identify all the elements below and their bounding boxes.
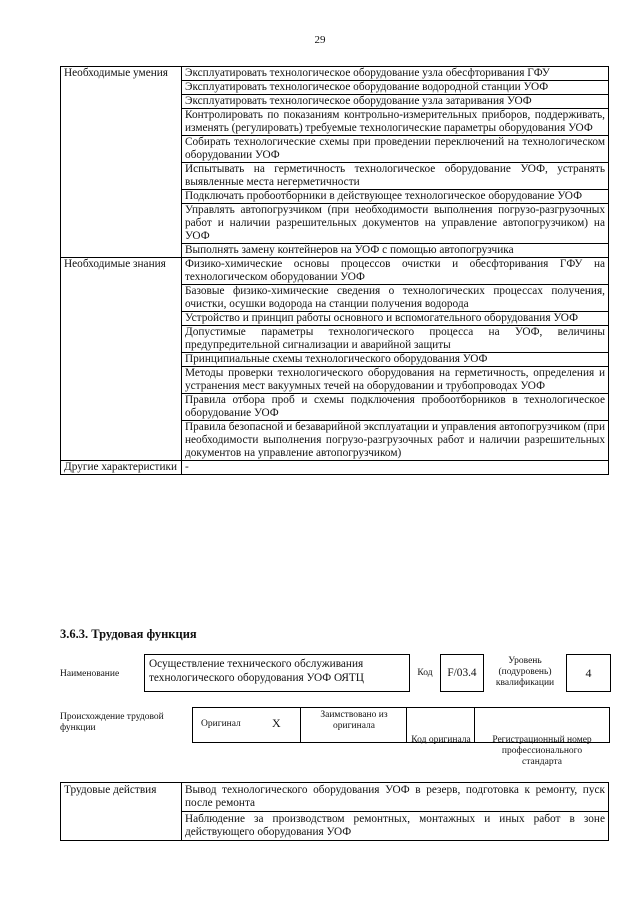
original-label: Оригинал [201, 719, 241, 729]
skills-item-4: Контролировать по показаниям контрольно-измерительных приборов, поддерживать, изменять (регулировать) требуемые технологические параметры оборудования УОФ [182, 109, 609, 136]
origin-code-label: Код оригинала [411, 735, 471, 745]
actions-table [60, 782, 609, 841]
name-value: Осуществление технического обслуживания технологического оборудования УОФ ОЯТЦ [149, 658, 364, 684]
name-box [144, 654, 410, 692]
skills-item-3: Эксплуатировать технологическое оборудование узла затаривания УОФ [182, 95, 609, 109]
knowledge-item-3: Устройство и принцип работы основного и вспомогательного оборудования УОФ [182, 312, 609, 326]
skills-item-9: Выполнять замену контейнеров на УОФ с помощью автопогрузчика [182, 244, 609, 258]
skills-item-2: Эксплуатировать технологическое оборудование водородной станции УОФ [182, 81, 609, 95]
origin-label: Происхождение трудовой функции [60, 712, 164, 733]
knowledge-item-6: Методы проверки технологического оборудования на герметичность, определения и устранения мест вакуумных течей на оборудовании и трубопроводах УОФ [182, 367, 609, 394]
skills-item-1: Эксплуатировать технологическое оборудование узла обесфторивания ГФУ [182, 67, 609, 81]
code-label: Код [417, 668, 433, 678]
actions-item-2: Наблюдение за производством ремонтных, монтажных и иных работ в зоне действующего оборудования УОФ [182, 812, 609, 841]
actions-item-1: Вывод технологического оборудования УОФ в резерв, подготовка к ремонту, пуск после ремонта [182, 783, 609, 812]
name-label: Наименование [60, 669, 120, 679]
table-row [61, 783, 609, 812]
table-row [61, 258, 609, 285]
knowledge-label: Необходимые знания [61, 258, 182, 461]
section-title: 3.6.3. Трудовая функция [60, 627, 197, 641]
table-row [61, 67, 609, 81]
reg-number-label: Регистрационный номер профессионального стандарта [492, 735, 592, 767]
skills-item-5: Собирать технологические схемы при проведении переключений на технологическом оборудовании УОФ [182, 136, 609, 163]
knowledge-item-8: Правила безопасной и безаварийной эксплуатации и управления автопогрузчиком (при необходимости выполнения погрузо-разгрузочных работ и наличии разрешительных документов на управление автопогрузчиком) [182, 421, 609, 461]
knowledge-item-1: Физико-химические основы процессов очистки и обесфторивания ГФУ на технологическом оборудовании УОФ [182, 258, 609, 285]
divider [300, 708, 301, 742]
actions-label: Трудовые действия [61, 783, 182, 841]
borrowed-label: Заимствовано из оригинала [320, 710, 388, 731]
knowledge-item-2: Базовые физико-химические сведения о технологических процессах получения, очистки, осушки водорода на станции получения водорода [182, 285, 609, 312]
knowledge-item-4: Допустимые параметры технологического процесса на УОФ, величины предупредительной сигнализации и аварийной защиты [182, 326, 609, 353]
table-row [61, 461, 609, 475]
requirements-table [60, 66, 609, 475]
skills-item-7: Подключать пробоотборники в действующее технологическое оборудование УОФ [182, 190, 609, 204]
level-value: 4 [566, 654, 611, 692]
skills-label: Необходимые умения [61, 67, 182, 258]
knowledge-item-5: Принципиальные схемы технологического оборудования УОФ [182, 353, 609, 367]
level-label: Уровень (подуровень) квалификации [495, 656, 555, 688]
knowledge-item-7: Правила отбора проб и схемы подключения пробоотборников в технологическое оборудование УОФ [182, 394, 609, 421]
other-value: - [182, 461, 609, 475]
skills-item-6: Испытывать на герметичность технологическое оборудование УОФ, устранять выявленные места негерметичности [182, 163, 609, 190]
skills-item-8: Управлять автопогрузчиком (при необходимости выполнения погрузо-разгрузочных работ и наличии разрешительных документов на управление автопогрузчиком) на УОФ [182, 204, 609, 244]
code-value: F/03.4 [440, 654, 484, 692]
original-mark: X [272, 716, 281, 730]
page-number: 29 [314, 34, 326, 46]
other-label: Другие характеристики [61, 461, 182, 475]
